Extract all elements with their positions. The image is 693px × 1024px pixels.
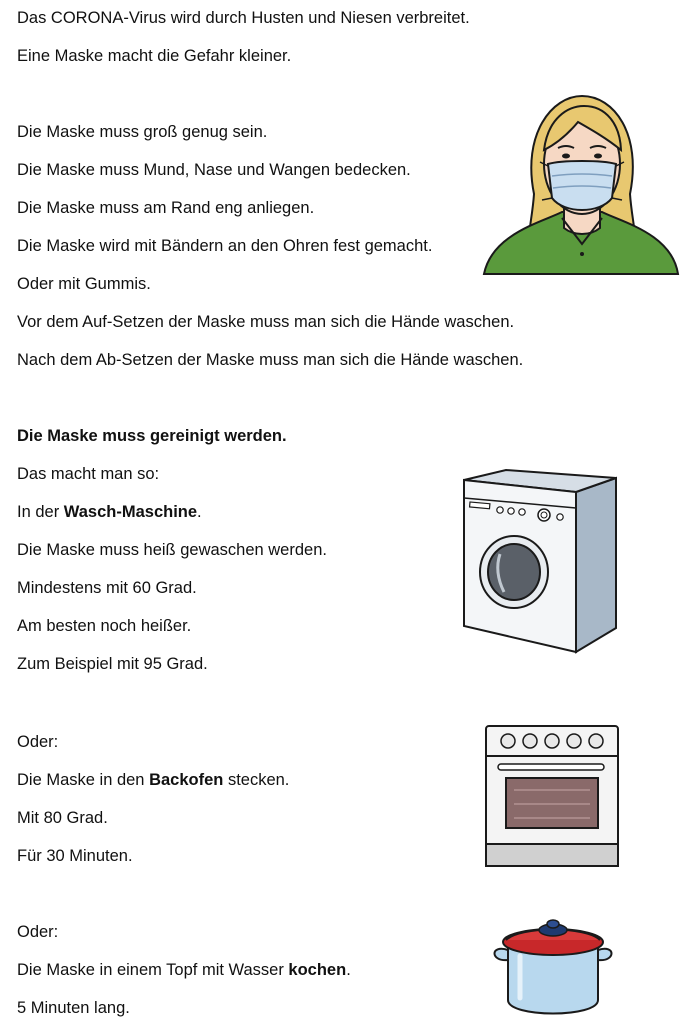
woman-with-mask-icon <box>482 94 680 276</box>
text-line: Am besten noch heißer. <box>17 617 192 635</box>
text-segment: stecken. <box>223 771 290 789</box>
oven-icon <box>484 724 620 870</box>
text-line: Die Maske muss Mund, Nase und Wangen bedecken. <box>17 161 411 179</box>
text-line: Für 30 Minuten. <box>17 847 133 865</box>
text-line: Das CORONA-Virus wird durch Husten und Niesen verbreitet. <box>17 9 470 27</box>
bold-term: kochen <box>288 961 347 979</box>
text-line: Oder: <box>17 923 59 941</box>
text-segment: Die Maske in einem Topf mit Wasser <box>17 961 289 979</box>
bold-term: Wasch-Maschine <box>63 503 198 521</box>
text-line: Oder mit Gummis. <box>17 275 151 293</box>
text-line: Die Maske muss am Rand eng anliegen. <box>17 199 315 217</box>
text-segment: Die Maske in den <box>17 771 150 789</box>
text-line: Eine Maske macht die Gefahr kleiner. <box>17 47 292 65</box>
text-line: Nach dem Ab-Setzen der Maske muss man sich die Hände waschen. <box>17 351 524 369</box>
text-segment: . <box>346 961 351 979</box>
text-line: Die Maske wird mit Bändern an den Ohren fest gemacht. <box>17 237 433 255</box>
text-line <box>17 770 289 790</box>
text-segment: . <box>197 503 202 521</box>
text-line: Die Maske muss heiß gewaschen werden. <box>17 541 327 559</box>
bold-term: Backofen <box>149 771 224 789</box>
text-line: Mindestens mit 60 Grad. <box>17 579 197 597</box>
washing-machine-icon <box>460 468 622 658</box>
text-line: Die Maske muss groß genug sein. <box>17 123 268 141</box>
text-line: Das macht man so: <box>17 465 160 483</box>
text-line: Mit 80 Grad. <box>17 809 108 827</box>
text-line <box>17 502 202 522</box>
text-segment: In der <box>17 503 64 521</box>
text-line: Oder: <box>17 733 59 751</box>
cooking-pot-icon <box>490 912 616 1018</box>
text-line: Vor dem Auf-Setzen der Maske muss man sich die Hände waschen. <box>17 313 515 331</box>
section-heading: Die Maske muss gereinigt werden. <box>17 427 287 445</box>
text-line <box>17 960 351 980</box>
text-line: Zum Beispiel mit 95 Grad. <box>17 655 208 673</box>
text-line: 5 Minuten lang. <box>17 999 130 1017</box>
